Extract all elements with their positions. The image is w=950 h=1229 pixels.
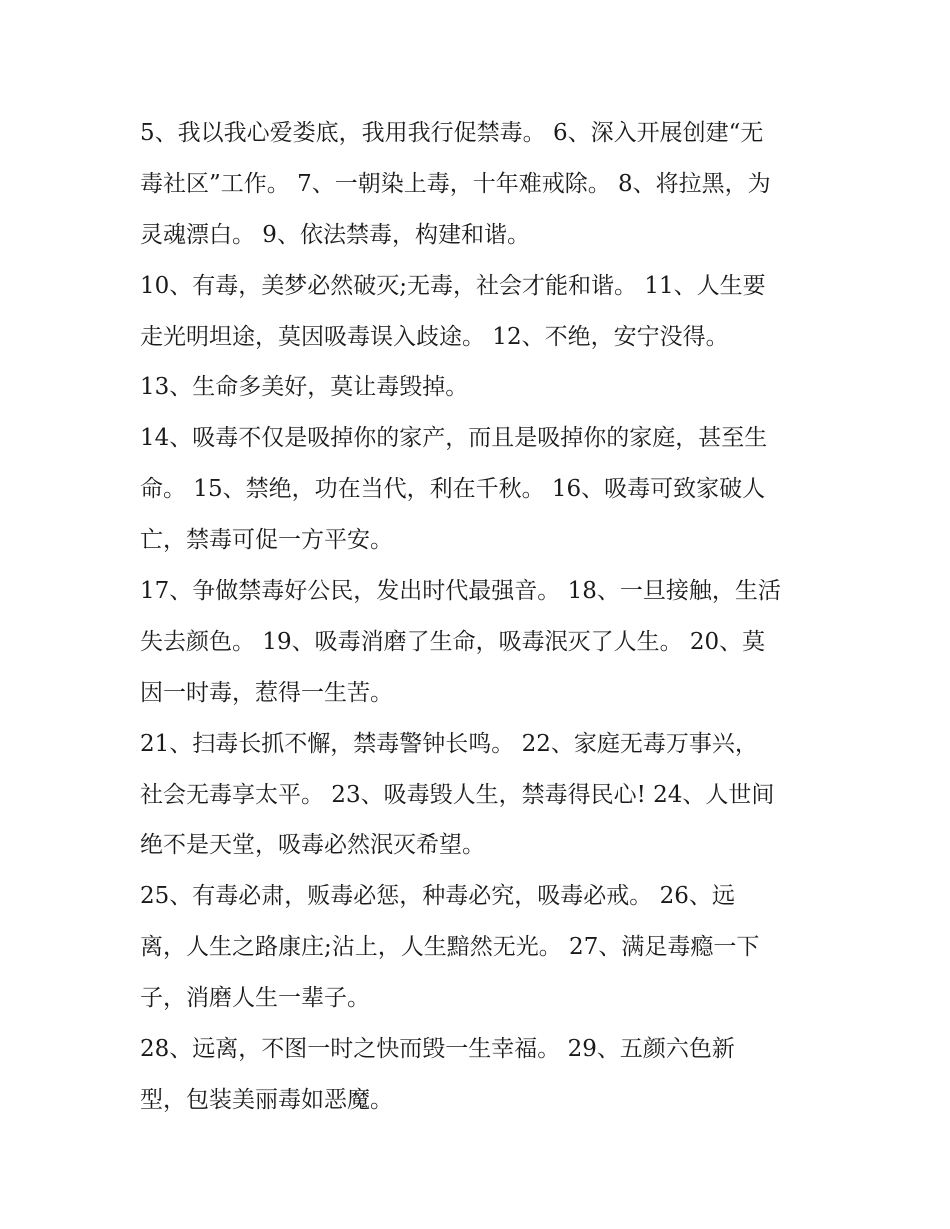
text-line: 亡，禁毒可促一方平安。 xyxy=(140,527,393,554)
text-line: 25、有毒必肃，贩毒必惩，种毒必究，吸毒必戒。 26、远 xyxy=(140,883,735,910)
text-line: 因一时毒，惹得一生苦。 xyxy=(140,679,393,706)
slogan-text-block xyxy=(140,108,820,1126)
text-line: 17、争做禁毒好公民，发出时代最强音。 18、一旦接触，生活 xyxy=(140,578,781,605)
text-line: 13、生命多美好，莫让毒毁掉。 xyxy=(140,374,469,401)
text-line: 失去颜色。 19、吸毒消磨了生命，吸毒泯灭了人生。 20、莫 xyxy=(140,628,766,655)
text-line: 绝不是天堂，吸毒必然泯灭希望。 xyxy=(140,832,485,859)
text-line: 21、扫毒长抓不懈，禁毒警钟长鸣。 22、家庭无毒万事兴， xyxy=(140,730,758,757)
text-line: 灵魂漂白。 9、依法禁毒，构建和谐。 xyxy=(140,221,530,248)
text-line: 14、吸毒不仅是吸掉你的家产，而且是吸掉你的家庭，甚至生 xyxy=(140,425,768,452)
text-line: 命。 15、禁绝，功在当代，利在千秋。 16、吸毒可致家破人 xyxy=(140,476,766,503)
text-line: 离，人生之路康庄;沾上，人生黯然无光。 27、满足毒瘾一下 xyxy=(140,934,760,961)
text-line: 子，消磨人生一辈子。 xyxy=(140,985,370,1012)
text-line: 社会无毒享太平。 23、吸毒毁人生，禁毒得民心! 24、人世间 xyxy=(140,781,775,808)
text-line: 5、我以我心爱娄底，我用我行促禁毒。 6、深入开展创建“无 xyxy=(140,120,764,146)
text-line: 毒社区”工作。 7、一朝染上毒，十年难戒除。 8、将拉黑，为 xyxy=(140,170,771,197)
text-line: 走光明坦途，莫因吸毒误入歧途。 12、不绝，安宁没得。 xyxy=(140,323,729,350)
text-line: 28、远离，不图一时之快而毁一生幸福。 29、五颜六色新 xyxy=(140,1036,735,1063)
text-line: 10、有毒，美梦必然破灭;无毒，社会才能和谐。 11、人生要 xyxy=(140,272,766,299)
text-line: 型，包装美丽毒如恶魔。 xyxy=(140,1086,393,1113)
